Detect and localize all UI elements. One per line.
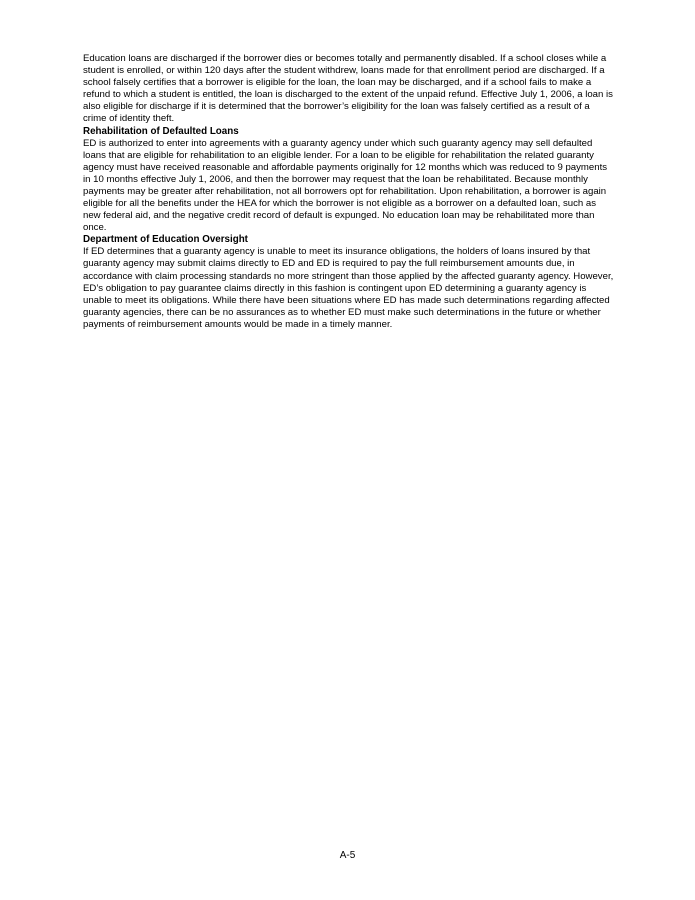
page-body <box>83 53 615 331</box>
paragraph-rehabilitation: ED is authorized to enter into agreements with a guaranty agency under which such guaranty agency may sell defaulted loans that are eligible for rehabilitation to an eligible lender. For a loan to be eligible for rehabilitation the related guaranty agency must have received reasonable and affordable payments originally for 12 months which was reduced to 9 payments in 10 months effective July 1, 2006, and then the borrower may request that the loan be rehabilitated. Because monthly payments may be greater after rehabilitation, not all borrowers opt for rehabilitation. Upon rehabilitation, a borrower is again eligible for all the benefits under the HEA for which the borrower is not eligible as a borrower on a defaulted loan, such as new federal aid, and the negative credit record of default is expunged. No education loan may be rehabilitated more than once. <box>83 137 608 234</box>
heading-rehabilitation: Rehabilitation of Defaulted Loans <box>83 125 239 137</box>
page-number: A-5 <box>339 850 356 861</box>
paragraph-loan-discharge: Education loans are discharged if the borrower dies or becomes totally and permanently disabled. If a school closes while a student is enrolled, or within 120 days after the student withdrew, loans made for that enrollment period are discharged. If a school falsely certifies that a borrower is eligible for the loan, the loan may be discharged, and if a school fails to make a refund to which a student is entitled, the loan is discharged to the extent of the unpaid refund. Effective July 1, 2006, a loan is also eligible for discharge if it is determined that the borrower’s eligibility for the loan was falsely certified as a result of a crime of identity theft. <box>83 53 613 125</box>
paragraph-ed-oversight: If ED determines that a guaranty agency is unable to meet its insurance obligations, the holders of loans insured by that guaranty agency may submit claims directly to ED and ED is required to pay the full reimbursement amounts due, in accordance with claim processing standards no more stringent than those applied by the affected guaranty agency. However, ED’s obligation to pay guarantee claims directly in this fashion is contingent upon ED determining a guaranty agency is unable to meet its obligations. While there have been situations where ED has made such determinations regarding affected guaranty agencies, there can be no assurances as to whether ED must make such determinations in the future or whether payments of reimbursement amounts would be made in a timely manner. <box>83 246 614 330</box>
heading-ed-oversight: Department of Education Oversight <box>83 234 248 246</box>
